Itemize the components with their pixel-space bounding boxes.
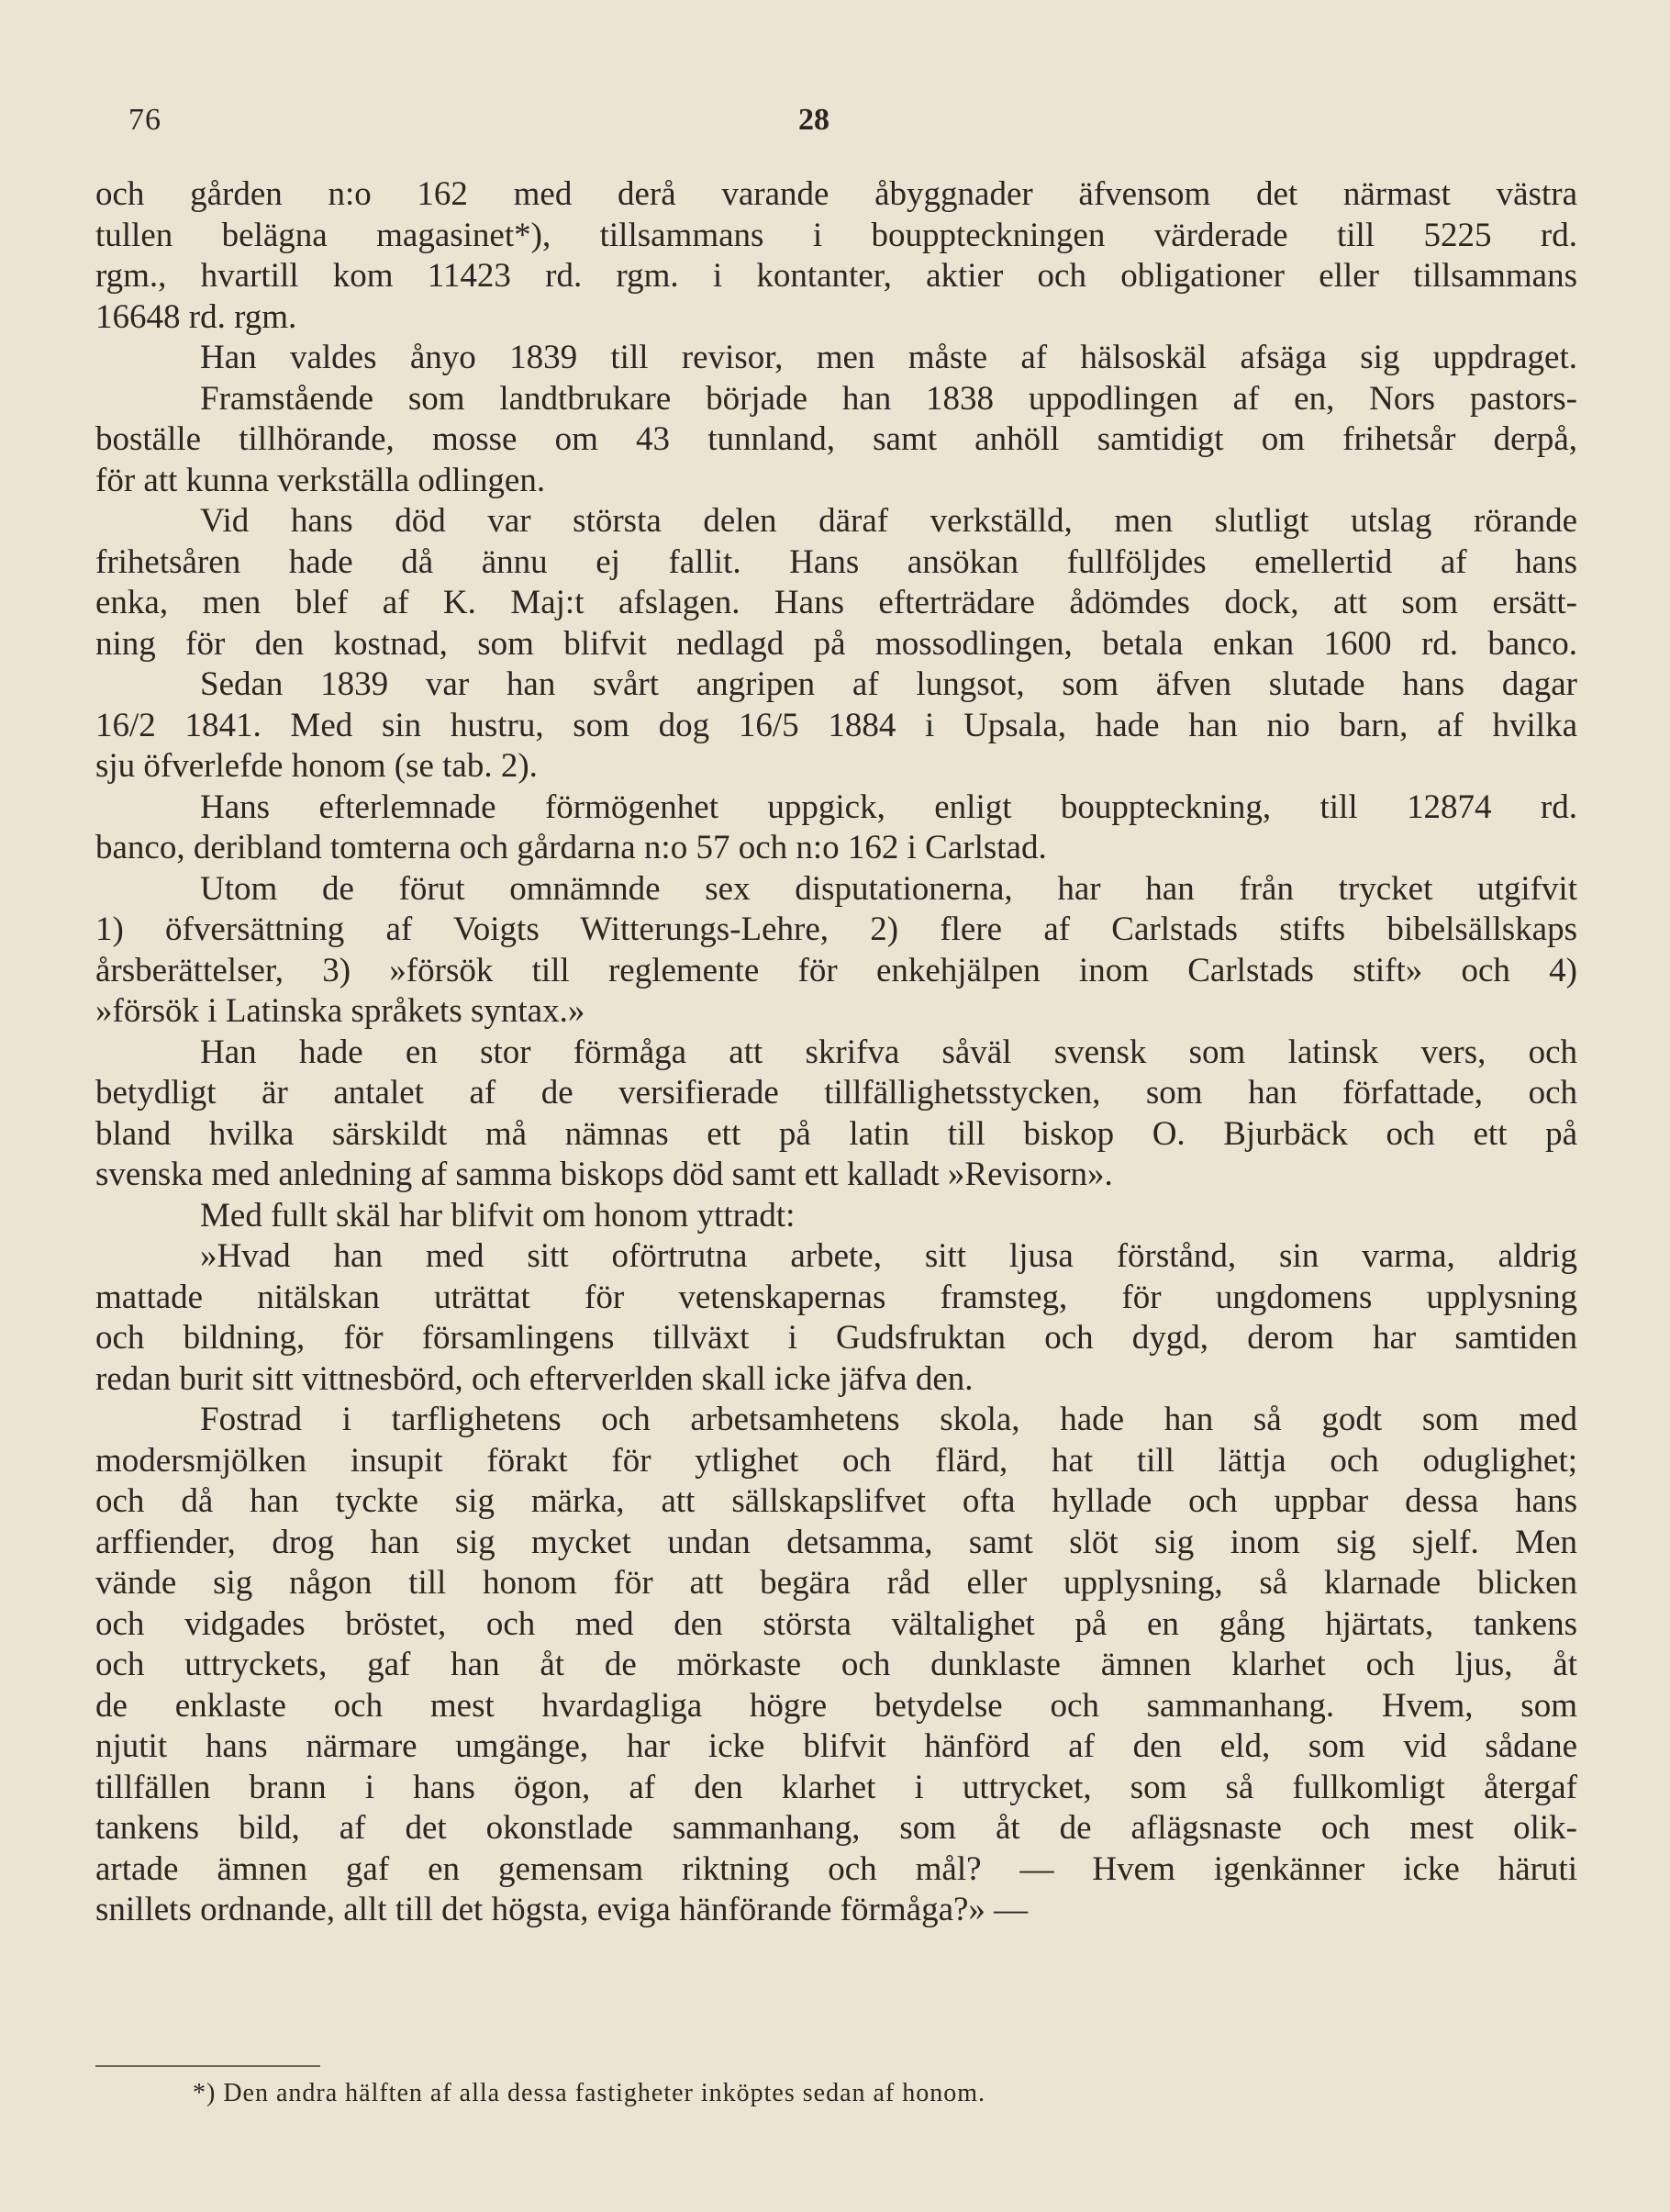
- text-line: modersmjölken insupit förakt för ytlighet och flärd, hat till lättja och oduglighet;: [95, 1441, 1577, 1480]
- text-line: de enklaste och mest hvardagliga högre betydelse och sammanhang. Hvem, som: [95, 1686, 1577, 1725]
- text-line: 16648 rd. rgm.: [95, 297, 297, 336]
- text-line: tullen belägna magasinet*), tillsammans i bouppteckningen värderade till 5225 rd.: [95, 216, 1577, 254]
- text-line: Framstående som landtbrukare började han 1838 uppodlingen af en, Nors pastors-: [200, 379, 1577, 418]
- text-line: Hans efterlemnade förmögenhet uppgick, enligt bouppteckning, till 12874 rd.: [200, 788, 1577, 826]
- text-line: enka, men blef af K. Maj:t afslagen. Hans efterträdare ådömdes dock, att som ersätt-: [95, 584, 1577, 621]
- text-line: 16/2 1841. Med sin hustru, som dog 16/5 1884 i Upsala, hade han nio barn, af hvilka: [95, 706, 1577, 744]
- text-line: tankens bild, af det okonstlade sammanhang, som åt de aflägsnaste och mest olik-: [95, 1809, 1577, 1847]
- signature-mark: 28: [798, 103, 829, 137]
- text-line: ning för den kostnad, som blifvit nedlagd på mossodlingen, betala enkan 1600 rd. banco.: [95, 624, 1577, 663]
- text-line: njutit hans närmare umgänge, har icke blifvit hänförd af den eld, som vid sådane: [95, 1727, 1577, 1765]
- text-line: svenska med anledning af samma biskops död samt ett kalladt »Revisorn».: [95, 1156, 1113, 1193]
- text-line: betydligt är antalet af de versifierade tillfällighetsstycken, som han författade, och: [95, 1074, 1577, 1112]
- body-text: [95, 174, 1577, 1931]
- footnote: *) Den andra hälften af alla dessa fastigheter inköptes sedan af honom.: [193, 2079, 986, 2107]
- text-line: banco, deribland tomterna och gårdarna n:o 57 och n:o 162 i Carlstad.: [95, 829, 1047, 866]
- text-line: och bildning, för församlingens tillväxt i Gudsfruktan och dygd, derom har samtiden: [95, 1319, 1577, 1357]
- text-line: Han valdes ånyo 1839 till revisor, men måste af hälsoskäl afsäga sig uppdraget.: [200, 339, 1577, 376]
- text-line: snillets ordnande, allt till det högsta, eviga hänförande förmåga?» —: [95, 1891, 1029, 1928]
- text-line: Utom de förut omnämnde sex disputationerna, har han från trycket utgifvit: [200, 869, 1577, 908]
- text-line: Han hade en stor förmåga att skrifva såväl svensk som latinsk vers, och: [200, 1033, 1577, 1071]
- text-line: artade ämnen gaf en gemensam riktning och mål? — Hvem igenkänner icke häruti: [95, 1849, 1577, 1888]
- text-line: Sedan 1839 var han svårt angripen af lungsot, som äfven slutade hans dagar: [200, 665, 1577, 703]
- text-line: bland hvilka särskildt må nämnas ett på latin till biskop O. Bjurbäck och ett på: [95, 1114, 1577, 1153]
- text-line: vände sig någon till honom för att begära råd eller upplysning, så klarnade blicken: [95, 1564, 1577, 1602]
- page-number: 76: [128, 103, 161, 137]
- text-line: redan burit sitt vittnesbörd, och efterverlden skall icke jäfva den.: [95, 1359, 974, 1398]
- text-line: »Hvad han med sitt oförtrutna arbete, sitt ljusa förstånd, sin varma, aldrig: [200, 1237, 1577, 1275]
- text-line: och gården n:o 162 med derå varande åbyggnader äfvensom det närmast västra: [95, 175, 1577, 213]
- text-line: och då han tyckte sig märka, att sällskapslifvet ofta hyllade och uppbar dessa hans: [95, 1482, 1577, 1520]
- text-line: 1) öfversättning af Voigts Witterungs-Lehre, 2) flere af Carlstads stifts bibelsällskaps: [95, 910, 1577, 948]
- text-line: för att kunna verkställa odlingen.: [95, 461, 546, 499]
- text-line: mattade nitälskan uträttat för vetenskapernas framsteg, för ungdomens upplysning: [95, 1278, 1577, 1316]
- text-line: och vidgades bröstet, och med den största vältalighet på en gång hjärtats, tankens: [95, 1604, 1577, 1643]
- footnote-divider: [95, 2065, 320, 2067]
- text-line: rgm., hvartill kom 11423 rd. rgm. i kontanter, aktier och obligationer eller tillsammans: [95, 257, 1577, 295]
- text-line: boställe tillhörande, mosse om 43 tunnland, samt anhöll samtidigt om frihetsår derpå,: [95, 420, 1577, 458]
- text-line: »försök i Latinska språkets syntax.»: [95, 992, 585, 1030]
- text-line: sju öfverlefde honom (se tab. 2).: [95, 747, 538, 785]
- text-line: arffiender, drog han sig mycket undan detsamma, samt slöt sig inom sig sjelf. Men: [95, 1523, 1577, 1561]
- text-line: frihetsåren hade då ännu ej fallit. Hans ansökan fullföljdes emellertid af hans: [95, 542, 1577, 581]
- text-line: Vid hans död var största delen däraf verkställd, men slutligt utslag rörande: [200, 502, 1577, 540]
- text-line: årsberättelser, 3) »försök till reglemente för enkehjälpen inom Carlstads stift» och 4): [95, 951, 1577, 989]
- text-line: Med fullt skäl har blifvit om honom yttradt:: [200, 1196, 796, 1234]
- text-line: tillfällen brann i hans ögon, af den klarhet i uttrycket, som så fullkomligt återgaf: [95, 1768, 1577, 1806]
- text-line: och uttryckets, gaf han åt de mörkaste och dunklaste ämnen klarhet och ljus, åt: [95, 1646, 1577, 1683]
- text-line: Fostrad i tarflighetens och arbetsamhetens skola, hade han så godt som med: [200, 1401, 1577, 1438]
